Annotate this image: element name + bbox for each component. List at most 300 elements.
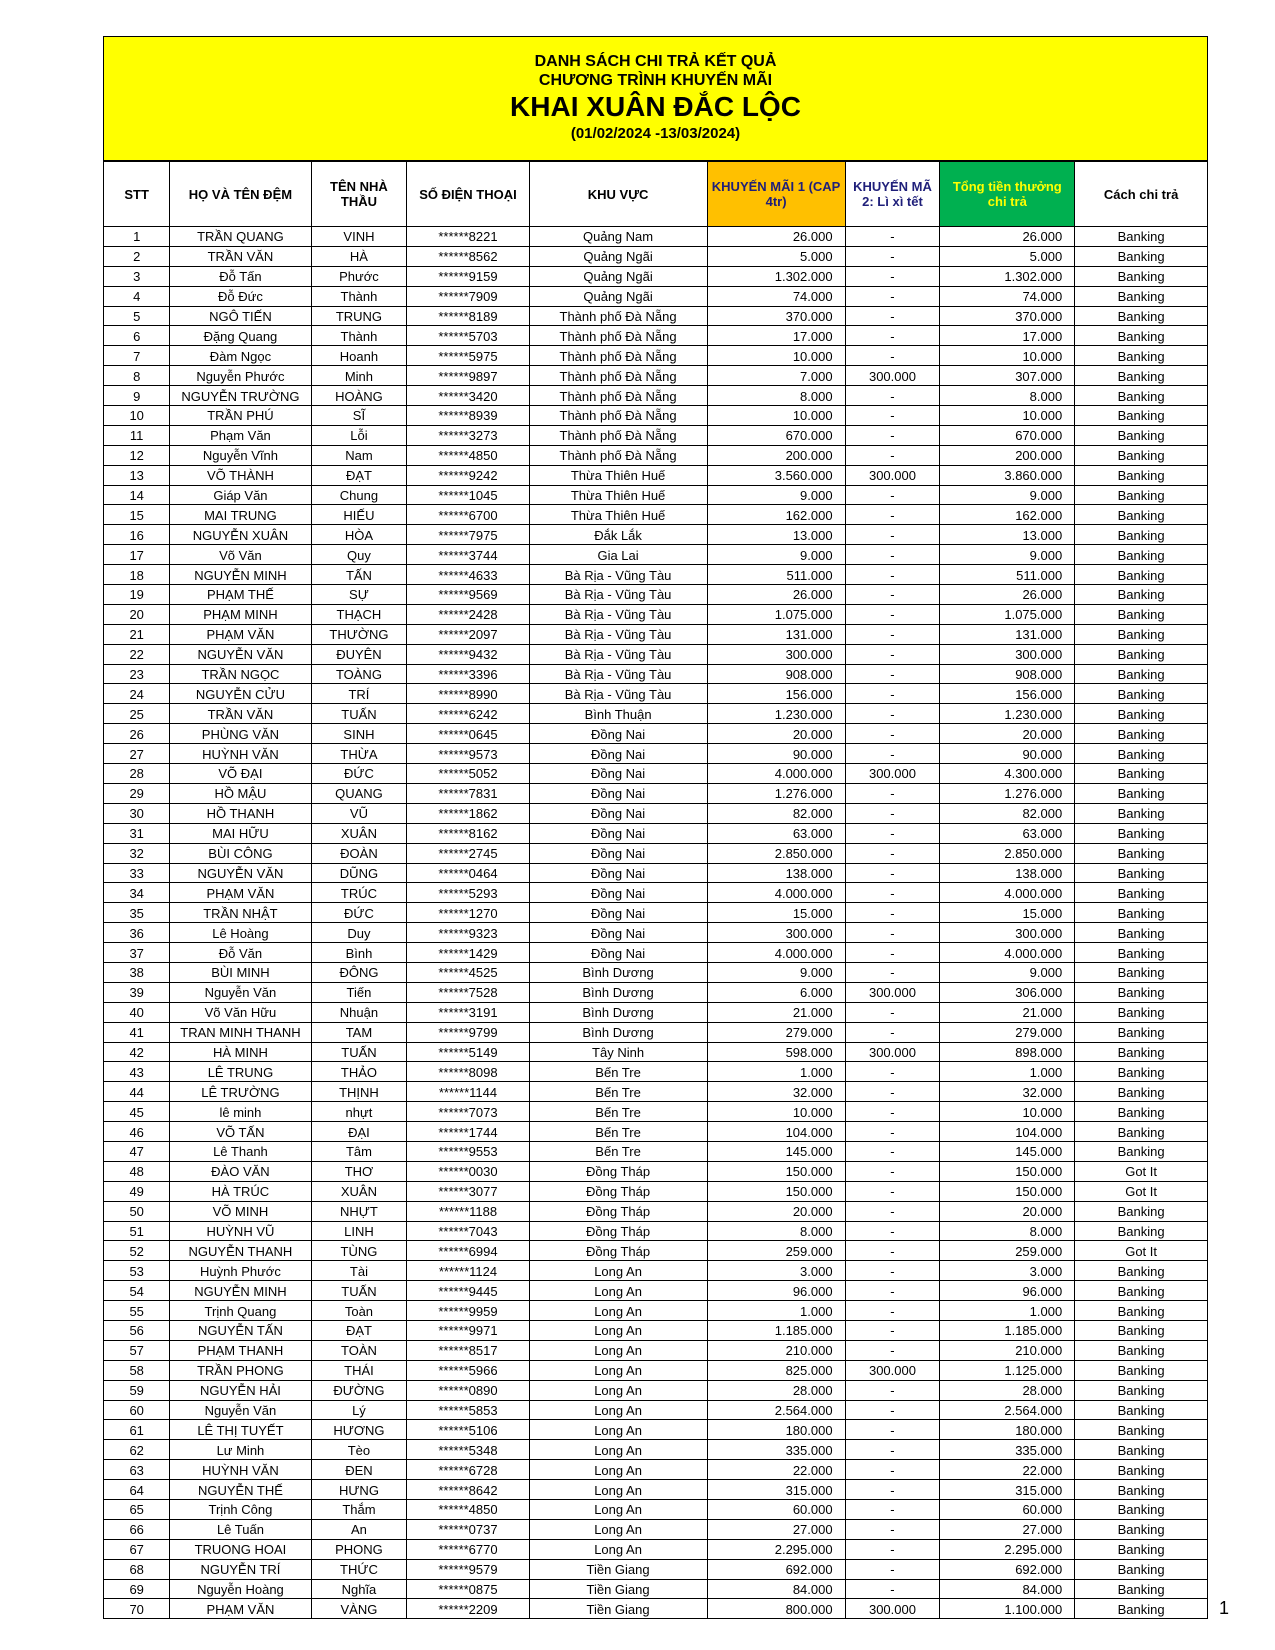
cell-cach-chi-tra: Banking	[1075, 962, 1208, 982]
cell-khuyen-mai-1: 162.000	[707, 505, 845, 525]
table-row	[104, 644, 1208, 664]
table-row	[104, 744, 1208, 764]
cell-khu-vuc: Đồng Tháp	[529, 1201, 707, 1221]
cell-khu-vuc: Bà Rịa - Vũng Tàu	[529, 684, 707, 704]
cell-khu-vuc: Bà Rịa - Vũng Tàu	[529, 604, 707, 624]
cell-ten-nha-thau: NHỰT	[311, 1201, 407, 1221]
cell-so-dien-thoai: ******0890	[407, 1380, 529, 1400]
cell-ho-ten-dem: Đỗ Tấn	[170, 266, 311, 286]
cell-so-dien-thoai: ******1429	[407, 943, 529, 963]
cell-ten-nha-thau: PHONG	[311, 1539, 407, 1559]
cell-so-dien-thoai: ******9579	[407, 1559, 529, 1579]
cell-so-dien-thoai: ******1144	[407, 1082, 529, 1102]
cell-stt: 22	[104, 644, 170, 664]
cell-stt: 66	[104, 1519, 170, 1539]
cell-so-dien-thoai: ******8189	[407, 306, 529, 326]
cell-ho-ten-dem: TRAN MINH THANH	[170, 1022, 311, 1042]
cell-khuyen-mai-1: 908.000	[707, 664, 845, 684]
table-row	[104, 545, 1208, 565]
table-row	[104, 1599, 1208, 1619]
cell-tong-tien: 692.000	[940, 1559, 1075, 1579]
table-row	[104, 1102, 1208, 1122]
cell-ho-ten-dem: NGUYỄN THẾ	[170, 1480, 311, 1500]
cell-cach-chi-tra: Banking	[1075, 1002, 1208, 1022]
cell-ho-ten-dem: NGUYỄN VĂN	[170, 863, 311, 883]
cell-cach-chi-tra: Banking	[1075, 1042, 1208, 1062]
cell-khu-vuc: Đồng Nai	[529, 764, 707, 784]
cell-tong-tien: 1.276.000	[940, 783, 1075, 803]
cell-ten-nha-thau: THẠCH	[311, 604, 407, 624]
cell-ho-ten-dem: Nguyễn Hoàng	[170, 1579, 311, 1599]
cell-khuyen-mai-1: 26.000	[707, 585, 845, 605]
cell-ho-ten-dem: PHẠM VĂN	[170, 883, 311, 903]
cell-cach-chi-tra: Banking	[1075, 1221, 1208, 1241]
cell-tong-tien: 10.000	[940, 406, 1075, 426]
cell-khu-vuc: Tiền Giang	[529, 1599, 707, 1619]
cell-cach-chi-tra: Banking	[1075, 644, 1208, 664]
col-header-khuyen-mai-2: KHUYẾN MÃ 2: Lì xì tết	[845, 162, 940, 227]
cell-ho-ten-dem: NGUYỄN MINH	[170, 1281, 311, 1301]
cell-tong-tien: 131.000	[940, 624, 1075, 644]
cell-ho-ten-dem: Lê Hoàng	[170, 923, 311, 943]
cell-ten-nha-thau: Tài	[311, 1261, 407, 1281]
cell-ten-nha-thau: THƠ	[311, 1161, 407, 1181]
cell-cach-chi-tra: Banking	[1075, 585, 1208, 605]
cell-khu-vuc: Long An	[529, 1281, 707, 1301]
cell-stt: 30	[104, 803, 170, 823]
cell-khuyen-mai-1: 10.000	[707, 406, 845, 426]
cell-so-dien-thoai: ******9432	[407, 644, 529, 664]
cell-cach-chi-tra: Banking	[1075, 1579, 1208, 1599]
cell-ho-ten-dem: Trịnh Công	[170, 1500, 311, 1520]
table-row	[104, 1201, 1208, 1221]
cell-khuyen-mai-2: 300.000	[845, 764, 940, 784]
cell-khuyen-mai-1: 1.276.000	[707, 783, 845, 803]
cell-ho-ten-dem: Võ Văn	[170, 545, 311, 565]
cell-stt: 58	[104, 1360, 170, 1380]
cell-khu-vuc: Bến Tre	[529, 1141, 707, 1161]
cell-ten-nha-thau: TAM	[311, 1022, 407, 1042]
cell-tong-tien: 63.000	[940, 823, 1075, 843]
cell-khuyen-mai-1: 156.000	[707, 684, 845, 704]
cell-stt: 23	[104, 664, 170, 684]
table-row	[104, 843, 1208, 863]
cell-khuyen-mai-1: 32.000	[707, 1082, 845, 1102]
cell-ten-nha-thau: DŨNG	[311, 863, 407, 883]
cell-cach-chi-tra: Banking	[1075, 724, 1208, 744]
cell-khuyen-mai-1: 28.000	[707, 1380, 845, 1400]
cell-ho-ten-dem: PHẠM VĂN	[170, 624, 311, 644]
cell-cach-chi-tra: Banking	[1075, 883, 1208, 903]
cell-stt: 24	[104, 684, 170, 704]
cell-cach-chi-tra: Banking	[1075, 684, 1208, 704]
cell-ho-ten-dem: HUỲNH VĂN	[170, 744, 311, 764]
cell-khuyen-mai-1: 2.564.000	[707, 1400, 845, 1420]
cell-stt: 62	[104, 1440, 170, 1460]
cell-khuyen-mai-1: 825.000	[707, 1360, 845, 1380]
cell-so-dien-thoai: ******1270	[407, 903, 529, 923]
cell-ten-nha-thau: Phước	[311, 266, 407, 286]
cell-khu-vuc: Thành phố Đà Nẵng	[529, 326, 707, 346]
cell-stt: 60	[104, 1400, 170, 1420]
results-sheet	[103, 36, 1208, 1619]
cell-khu-vuc: Quảng Nam	[529, 227, 707, 247]
cell-khu-vuc: Đồng Nai	[529, 843, 707, 863]
cell-khu-vuc: Đồng Nai	[529, 783, 707, 803]
cell-khu-vuc: Thành phố Đà Nẵng	[529, 406, 707, 426]
cell-tong-tien: 315.000	[940, 1480, 1075, 1500]
cell-cach-chi-tra: Banking	[1075, 1500, 1208, 1520]
cell-khuyen-mai-2: -	[845, 1002, 940, 1022]
cell-ten-nha-thau: Chung	[311, 485, 407, 505]
cell-ho-ten-dem: VÕ MINH	[170, 1201, 311, 1221]
cell-khuyen-mai-2: -	[845, 644, 940, 664]
cell-tong-tien: 2.295.000	[940, 1539, 1075, 1559]
cell-ten-nha-thau: Tèo	[311, 1440, 407, 1460]
cell-so-dien-thoai: ******9553	[407, 1141, 529, 1161]
cell-ho-ten-dem: MAI TRUNG	[170, 505, 311, 525]
cell-ho-ten-dem: HÀ MINH	[170, 1042, 311, 1062]
cell-khuyen-mai-2: -	[845, 903, 940, 923]
cell-tong-tien: 2.850.000	[940, 843, 1075, 863]
cell-ten-nha-thau: Nhuận	[311, 1002, 407, 1022]
cell-ho-ten-dem: NGUYỄN HẢI	[170, 1380, 311, 1400]
cell-stt: 39	[104, 982, 170, 1002]
table-row	[104, 1022, 1208, 1042]
cell-khuyen-mai-1: 90.000	[707, 744, 845, 764]
cell-tong-tien: 307.000	[940, 366, 1075, 386]
cell-stt: 1	[104, 227, 170, 247]
cell-cach-chi-tra: Banking	[1075, 1360, 1208, 1380]
cell-ten-nha-thau: Nam	[311, 445, 407, 465]
cell-so-dien-thoai: ******0464	[407, 863, 529, 883]
cell-khuyen-mai-1: 150.000	[707, 1161, 845, 1181]
cell-tong-tien: 1.100.000	[940, 1599, 1075, 1619]
cell-stt: 26	[104, 724, 170, 744]
cell-cach-chi-tra: Banking	[1075, 1480, 1208, 1500]
cell-ho-ten-dem: BÙI CÔNG	[170, 843, 311, 863]
cell-khu-vuc: Bến Tre	[529, 1122, 707, 1142]
cell-tong-tien: 32.000	[940, 1082, 1075, 1102]
table-row	[104, 962, 1208, 982]
table-row	[104, 1519, 1208, 1539]
cell-ho-ten-dem: Giáp Văn	[170, 485, 311, 505]
cell-ten-nha-thau: ĐUYÊN	[311, 644, 407, 664]
cell-khu-vuc: Long An	[529, 1301, 707, 1321]
table-row	[104, 306, 1208, 326]
table-row	[104, 823, 1208, 843]
cell-so-dien-thoai: ******5106	[407, 1420, 529, 1440]
cell-so-dien-thoai: ******3191	[407, 1002, 529, 1022]
cell-tong-tien: 898.000	[940, 1042, 1075, 1062]
cell-stt: 70	[104, 1599, 170, 1619]
cell-khu-vuc: Bình Dương	[529, 1022, 707, 1042]
cell-ho-ten-dem: HỒ THANH	[170, 803, 311, 823]
cell-tong-tien: 96.000	[940, 1281, 1075, 1301]
cell-ten-nha-thau: Minh	[311, 366, 407, 386]
cell-ten-nha-thau: ĐẠT	[311, 465, 407, 485]
cell-so-dien-thoai: ******7043	[407, 1221, 529, 1241]
cell-khu-vuc: Bà Rịa - Vũng Tàu	[529, 624, 707, 644]
cell-tong-tien: 10.000	[940, 1102, 1075, 1122]
cell-khuyen-mai-2: -	[845, 604, 940, 624]
cell-tong-tien: 210.000	[940, 1340, 1075, 1360]
cell-khu-vuc: Long An	[529, 1340, 707, 1360]
cell-ho-ten-dem: TRẦN VĂN	[170, 246, 311, 266]
table-row	[104, 903, 1208, 923]
cell-khu-vuc: Long An	[529, 1519, 707, 1539]
cell-tong-tien: 28.000	[940, 1380, 1075, 1400]
cell-stt: 59	[104, 1380, 170, 1400]
cell-tong-tien: 4.000.000	[940, 943, 1075, 963]
table-row	[104, 1181, 1208, 1201]
cell-ten-nha-thau: Nghĩa	[311, 1579, 407, 1599]
cell-stt: 3	[104, 266, 170, 286]
cell-khuyen-mai-1: 9.000	[707, 962, 845, 982]
cell-stt: 47	[104, 1141, 170, 1161]
cell-cach-chi-tra: Banking	[1075, 783, 1208, 803]
cell-stt: 34	[104, 883, 170, 903]
cell-khuyen-mai-1: 1.000	[707, 1062, 845, 1082]
cell-ten-nha-thau: THỪA	[311, 744, 407, 764]
cell-khu-vuc: Thành phố Đà Nẵng	[529, 366, 707, 386]
cell-ten-nha-thau: ĐEN	[311, 1460, 407, 1480]
cell-khu-vuc: Tiền Giang	[529, 1559, 707, 1579]
cell-cach-chi-tra: Banking	[1075, 1062, 1208, 1082]
cell-khuyen-mai-2: -	[845, 1102, 940, 1122]
cell-tong-tien: 200.000	[940, 445, 1075, 465]
cell-khu-vuc: Thừa Thiên Huế	[529, 505, 707, 525]
cell-khu-vuc: Bình Thuận	[529, 704, 707, 724]
cell-so-dien-thoai: ******9573	[407, 744, 529, 764]
cell-stt: 43	[104, 1062, 170, 1082]
cell-khuyen-mai-2: -	[845, 306, 940, 326]
cell-stt: 18	[104, 565, 170, 585]
cell-khu-vuc: Đồng Nai	[529, 923, 707, 943]
cell-khuyen-mai-2: -	[845, 425, 940, 445]
cell-khuyen-mai-2: -	[845, 1201, 940, 1221]
cell-so-dien-thoai: ******1045	[407, 485, 529, 505]
table-row	[104, 1579, 1208, 1599]
col-header-cach-chi-tra: Cách chi trả	[1075, 162, 1208, 227]
table-row	[104, 624, 1208, 644]
table-row	[104, 1539, 1208, 1559]
cell-so-dien-thoai: ******2097	[407, 624, 529, 644]
cell-khuyen-mai-2: -	[845, 1261, 940, 1281]
cell-stt: 15	[104, 505, 170, 525]
cell-stt: 27	[104, 744, 170, 764]
cell-stt: 29	[104, 783, 170, 803]
cell-khuyen-mai-1: 1.185.000	[707, 1320, 845, 1340]
cell-khuyen-mai-2: -	[845, 1440, 940, 1460]
table-row	[104, 505, 1208, 525]
cell-khuyen-mai-1: 20.000	[707, 724, 845, 744]
cell-ho-ten-dem: HÀ TRÚC	[170, 1181, 311, 1201]
cell-khu-vuc: Quảng Ngãi	[529, 286, 707, 306]
cell-ten-nha-thau: Bình	[311, 943, 407, 963]
table-row	[104, 266, 1208, 286]
cell-ten-nha-thau: An	[311, 1519, 407, 1539]
cell-khuyen-mai-1: 370.000	[707, 306, 845, 326]
cell-khuyen-mai-2: 300.000	[845, 1360, 940, 1380]
cell-khuyen-mai-2: -	[845, 1141, 940, 1161]
cell-khu-vuc: Đắk Lắk	[529, 525, 707, 545]
cell-ten-nha-thau: TRÍ	[311, 684, 407, 704]
cell-khu-vuc: Bà Rịa - Vũng Tàu	[529, 585, 707, 605]
cell-tong-tien: 15.000	[940, 903, 1075, 923]
table-row	[104, 1460, 1208, 1480]
cell-khuyen-mai-1: 1.302.000	[707, 266, 845, 286]
cell-so-dien-thoai: ******8562	[407, 246, 529, 266]
table-row	[104, 525, 1208, 545]
cell-khuyen-mai-1: 315.000	[707, 1480, 845, 1500]
cell-stt: 51	[104, 1221, 170, 1241]
table-row	[104, 425, 1208, 445]
cell-cach-chi-tra: Banking	[1075, 843, 1208, 863]
cell-khu-vuc: Đồng Nai	[529, 883, 707, 903]
cell-ten-nha-thau: THẢO	[311, 1062, 407, 1082]
cell-khu-vuc: Thành phố Đà Nẵng	[529, 346, 707, 366]
cell-ho-ten-dem: Đỗ Đức	[170, 286, 311, 306]
cell-so-dien-thoai: ******0030	[407, 1161, 529, 1181]
cell-ho-ten-dem: PHẠM THẾ	[170, 585, 311, 605]
cell-khuyen-mai-2: -	[845, 1281, 940, 1301]
cell-stt: 45	[104, 1102, 170, 1122]
cell-stt: 56	[104, 1320, 170, 1340]
cell-khuyen-mai-2: -	[845, 505, 940, 525]
cell-tong-tien: 9.000	[940, 485, 1075, 505]
table-row	[104, 783, 1208, 803]
cell-khu-vuc: Long An	[529, 1460, 707, 1480]
cell-khuyen-mai-2: 300.000	[845, 465, 940, 485]
cell-stt: 33	[104, 863, 170, 883]
cell-khuyen-mai-2: -	[845, 1062, 940, 1082]
cell-ho-ten-dem: Đỗ Văn	[170, 943, 311, 963]
cell-tong-tien: 300.000	[940, 644, 1075, 664]
cell-ten-nha-thau: ĐỨC	[311, 903, 407, 923]
cell-ten-nha-thau: HÒA	[311, 525, 407, 545]
cell-khu-vuc: Đồng Nai	[529, 863, 707, 883]
cell-tong-tien: 1.000	[940, 1062, 1075, 1082]
cell-ho-ten-dem: TRẦN VĂN	[170, 704, 311, 724]
cell-ten-nha-thau: Thành	[311, 286, 407, 306]
cell-tong-tien: 13.000	[940, 525, 1075, 545]
cell-ho-ten-dem: TRẦN QUANG	[170, 227, 311, 247]
cell-cach-chi-tra: Banking	[1075, 306, 1208, 326]
cell-khuyen-mai-1: 10.000	[707, 346, 845, 366]
cell-cach-chi-tra: Banking	[1075, 744, 1208, 764]
cell-khuyen-mai-1: 60.000	[707, 1500, 845, 1520]
cell-tong-tien: 150.000	[940, 1161, 1075, 1181]
cell-tong-tien: 60.000	[940, 1500, 1075, 1520]
cell-ten-nha-thau: ĐẠI	[311, 1122, 407, 1142]
cell-khu-vuc: Thành phố Đà Nẵng	[529, 306, 707, 326]
cell-ho-ten-dem: TRẦN PHONG	[170, 1360, 311, 1380]
cell-khu-vuc: Đồng Nai	[529, 903, 707, 923]
cell-khuyen-mai-1: 800.000	[707, 1599, 845, 1619]
cell-so-dien-thoai: ******3744	[407, 545, 529, 565]
cell-khuyen-mai-1: 7.000	[707, 366, 845, 386]
program-period: (01/02/2024 -13/03/2024)	[570, 125, 741, 142]
cell-so-dien-thoai: ******7831	[407, 783, 529, 803]
cell-so-dien-thoai: ******8642	[407, 1480, 529, 1500]
cell-so-dien-thoai: ******5975	[407, 346, 529, 366]
table-row	[104, 883, 1208, 903]
cell-cach-chi-tra: Banking	[1075, 604, 1208, 624]
cell-cach-chi-tra: Got It	[1075, 1181, 1208, 1201]
cell-cach-chi-tra: Banking	[1075, 406, 1208, 426]
cell-ho-ten-dem: Đặng Quang	[170, 326, 311, 346]
cell-khuyen-mai-2: -	[845, 1380, 940, 1400]
cell-ten-nha-thau: THÁI	[311, 1360, 407, 1380]
cell-cach-chi-tra: Banking	[1075, 982, 1208, 1002]
cell-so-dien-thoai: ******8990	[407, 684, 529, 704]
cell-khu-vuc: Long An	[529, 1500, 707, 1520]
cell-khuyen-mai-1: 692.000	[707, 1559, 845, 1579]
cell-khu-vuc: Long An	[529, 1360, 707, 1380]
cell-tong-tien: 1.185.000	[940, 1320, 1075, 1340]
cell-stt: 38	[104, 962, 170, 982]
cell-so-dien-thoai: ******0875	[407, 1579, 529, 1599]
cell-khuyen-mai-1: 9.000	[707, 485, 845, 505]
cell-ho-ten-dem: TRẦN NHẬT	[170, 903, 311, 923]
table-row	[104, 923, 1208, 943]
col-header-khuyen-mai-1: KHUYẾN MÃI 1 (CAP 4tr)	[707, 162, 845, 227]
cell-stt: 68	[104, 1559, 170, 1579]
cell-ten-nha-thau: TRÚC	[311, 883, 407, 903]
cell-tong-tien: 9.000	[940, 962, 1075, 982]
cell-so-dien-thoai: ******7528	[407, 982, 529, 1002]
cell-so-dien-thoai: ******8221	[407, 227, 529, 247]
cell-tong-tien: 2.564.000	[940, 1400, 1075, 1420]
cell-khuyen-mai-1: 4.000.000	[707, 764, 845, 784]
cell-stt: 5	[104, 306, 170, 326]
cell-khuyen-mai-1: 300.000	[707, 923, 845, 943]
cell-ho-ten-dem: PHẠM VĂN	[170, 1599, 311, 1619]
cell-khuyen-mai-1: 20.000	[707, 1201, 845, 1221]
cell-khuyen-mai-1: 598.000	[707, 1042, 845, 1062]
cell-khu-vuc: Long An	[529, 1261, 707, 1281]
table-row	[104, 1559, 1208, 1579]
cell-khuyen-mai-1: 27.000	[707, 1519, 845, 1539]
cell-so-dien-thoai: ******2428	[407, 604, 529, 624]
cell-khuyen-mai-2: -	[845, 664, 940, 684]
cell-khuyen-mai-2: -	[845, 1340, 940, 1360]
cell-stt: 65	[104, 1500, 170, 1520]
cell-stt: 19	[104, 585, 170, 605]
cell-khuyen-mai-2: -	[845, 684, 940, 704]
cell-so-dien-thoai: ******3077	[407, 1181, 529, 1201]
cell-khuyen-mai-1: 180.000	[707, 1420, 845, 1440]
cell-ho-ten-dem: lê minh	[170, 1102, 311, 1122]
cell-ten-nha-thau: TUẤN	[311, 1042, 407, 1062]
cell-khu-vuc: Đồng Nai	[529, 823, 707, 843]
cell-ten-nha-thau: THỊNH	[311, 1082, 407, 1102]
cell-so-dien-thoai: ******6700	[407, 505, 529, 525]
cell-stt: 20	[104, 604, 170, 624]
cell-khuyen-mai-2: -	[845, 823, 940, 843]
cell-cach-chi-tra: Banking	[1075, 505, 1208, 525]
cell-tong-tien: 104.000	[940, 1122, 1075, 1142]
cell-ten-nha-thau: VINH	[311, 227, 407, 247]
cell-khu-vuc: Đồng Nai	[529, 803, 707, 823]
cell-khu-vuc: Đồng Tháp	[529, 1241, 707, 1261]
cell-khuyen-mai-1: 2.295.000	[707, 1539, 845, 1559]
cell-tong-tien: 17.000	[940, 326, 1075, 346]
cell-so-dien-thoai: ******6728	[407, 1460, 529, 1480]
cell-stt: 16	[104, 525, 170, 545]
cell-cach-chi-tra: Banking	[1075, 227, 1208, 247]
